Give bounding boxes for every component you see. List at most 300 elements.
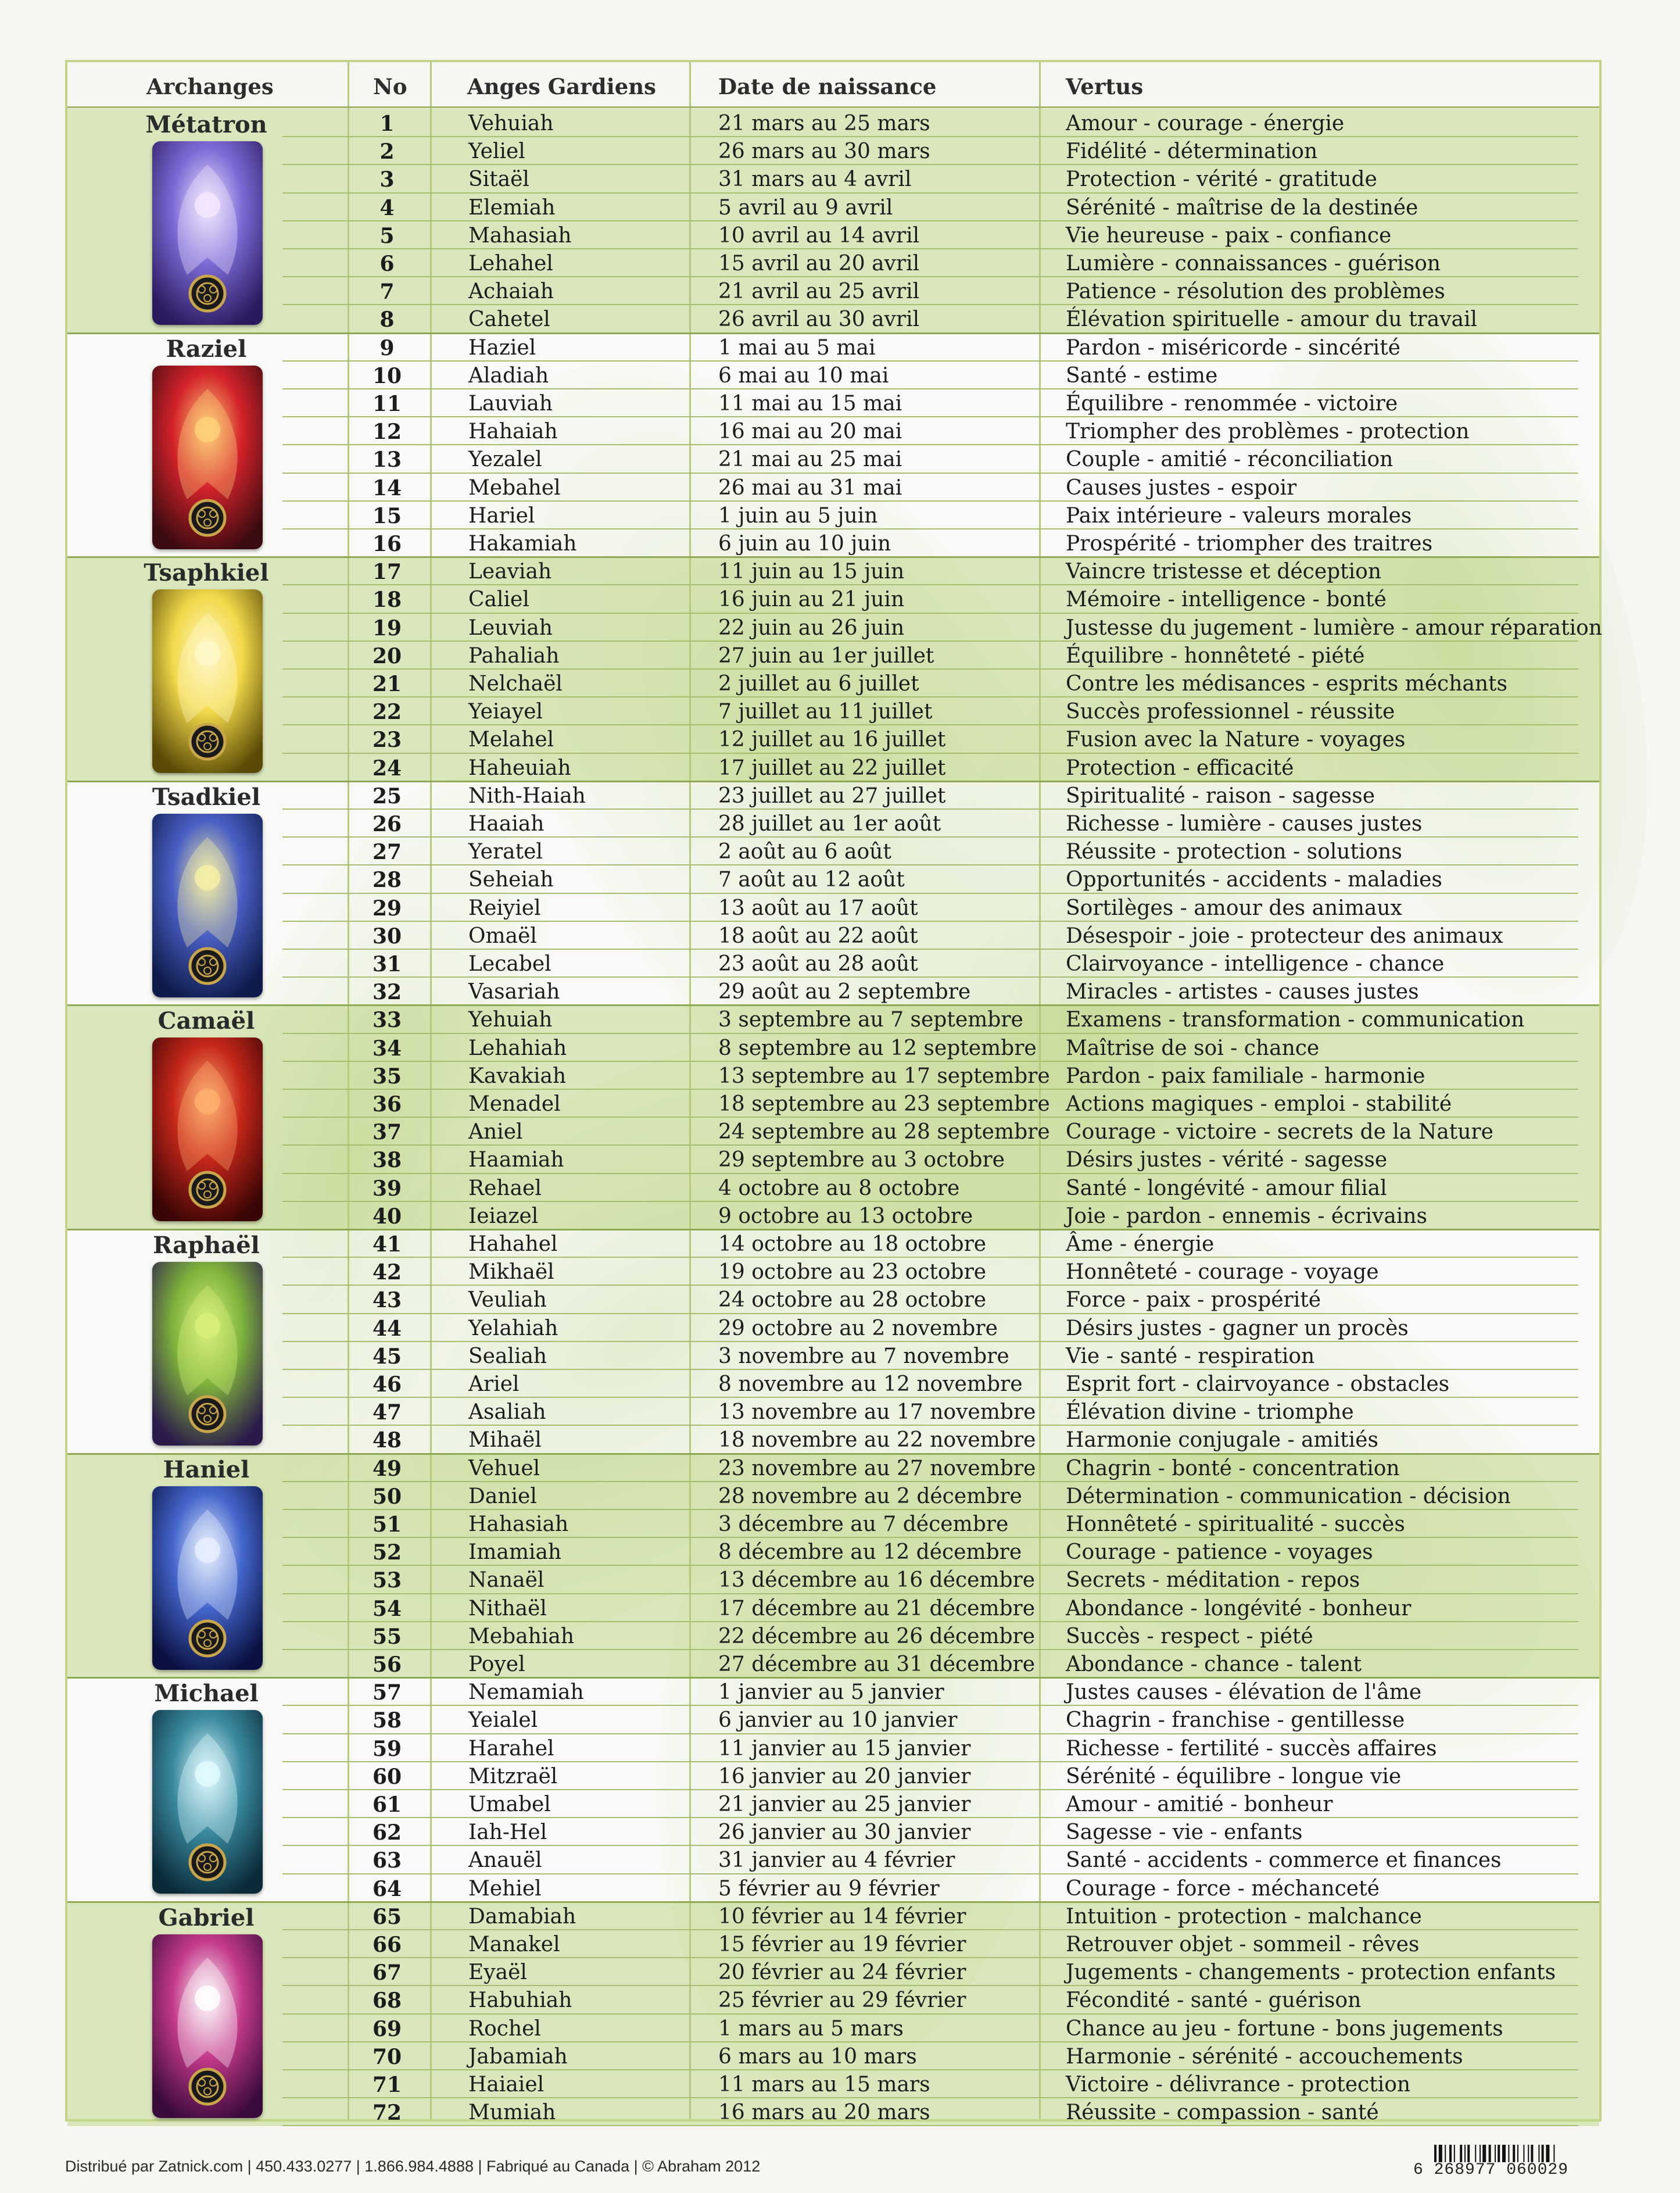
angel-name: Cahetel — [468, 307, 550, 332]
table-row — [67, 1482, 1599, 1509]
table-row — [67, 641, 1599, 669]
angel-number: 17 — [372, 560, 402, 585]
table-row — [67, 1145, 1599, 1173]
table-row — [67, 725, 1599, 753]
angel-name: Imamiah — [468, 1540, 562, 1565]
birth-date-range: 13 décembre au 16 décembre — [718, 1568, 1036, 1593]
table-row — [67, 1734, 1599, 1762]
birth-date-range: 6 janvier au 10 janvier — [718, 1708, 958, 1733]
angel-name: Lehahel — [468, 252, 553, 276]
angel-virtues: Vaincre tristesse et déception — [1066, 560, 1382, 584]
angel-name: Melahel — [468, 728, 554, 752]
angel-number: 31 — [372, 952, 402, 976]
angel-name: Anauël — [468, 1848, 542, 1873]
birth-date-range: 23 août au 28 août — [718, 952, 918, 976]
angel-number: 44 — [372, 1316, 402, 1341]
table-row — [67, 164, 1599, 192]
angel-number: 4 — [379, 195, 395, 220]
archange-name: Gabriel — [158, 1904, 255, 1931]
angel-name: Harahel — [468, 1736, 554, 1761]
table-row — [67, 1229, 1599, 1257]
angel-name: Menadel — [468, 1092, 561, 1116]
angel-virtues: Patience - résolution des problèmes — [1066, 280, 1445, 304]
angel-virtues: Santé - longévité - amour filial — [1066, 1176, 1387, 1200]
angel-name: Haziel — [468, 335, 536, 360]
angel-number: 72 — [372, 2101, 402, 2126]
angel-name: Yeialel — [468, 1708, 538, 1733]
birth-date-range: 21 mars au 25 mars — [718, 112, 930, 135]
angel-name: Vehuiah — [468, 112, 554, 135]
angel-number: 57 — [372, 1680, 402, 1705]
table-row — [67, 1958, 1599, 1985]
table-row — [67, 809, 1599, 837]
angel-virtues: Réussite - compassion - santé — [1066, 2101, 1379, 2125]
angel-name: Mitzraël — [468, 1764, 558, 1788]
birth-date-range: 7 août au 12 août — [718, 868, 905, 892]
angel-name: Ieiazel — [468, 1204, 539, 1228]
angel-number: 55 — [372, 1624, 402, 1649]
angel-number: 40 — [372, 1204, 402, 1229]
angel-number: 68 — [372, 1988, 402, 2013]
table-row — [67, 1285, 1599, 1313]
angel-virtues: Justes causes - élévation de l'âme — [1066, 1680, 1422, 1705]
angel-name: Lecabel — [468, 952, 551, 976]
birth-date-range: 8 novembre au 12 novembre — [718, 1372, 1023, 1396]
table-row — [67, 1930, 1599, 1958]
table-row — [67, 501, 1599, 529]
table-row — [67, 417, 1599, 445]
birth-date-range: 18 août au 22 août — [718, 924, 918, 948]
table-row — [67, 753, 1599, 781]
angel-virtues: Chagrin - franchise - gentillesse — [1066, 1708, 1405, 1733]
table-row — [67, 949, 1599, 977]
angel-virtues: Esprit fort - clairvoyance - obstacles — [1066, 1372, 1450, 1396]
table-row — [67, 781, 1599, 809]
angel-number: 36 — [372, 1092, 402, 1117]
birth-date-range: 24 septembre au 28 septembre — [718, 1120, 1050, 1144]
table-row — [67, 1089, 1599, 1117]
angel-number: 41 — [372, 1232, 402, 1257]
angel-name: Reiyiel — [468, 896, 541, 920]
angel-number: 22 — [372, 700, 402, 725]
angel-virtues: Harmonie conjugale - amitiés — [1066, 1428, 1378, 1453]
angel-name: Vehuel — [468, 1456, 540, 1480]
angel-name: Eyaël — [468, 1961, 527, 1985]
angel-name: Achaiah — [468, 280, 554, 304]
barcode-number: 6 268977 060029 — [1413, 2161, 1569, 2179]
angel-virtues: Causes justes - espoir — [1066, 475, 1297, 500]
angel-name: Haheuiah — [468, 756, 571, 780]
angel-number: 6 — [379, 252, 395, 276]
angel-virtues: Jugements - changements - protection enfants — [1066, 1961, 1556, 1985]
angel-name: Kavakiah — [468, 1064, 567, 1088]
footer-credits: Distribué par Zatnick.com | 450.433.0277 | 1.866.984.4888 | Fabriqué au Canada | © Abraham 2012 — [65, 2158, 761, 2175]
table-row — [67, 221, 1599, 249]
angel-virtues: Abondance - chance - talent — [1066, 1652, 1362, 1676]
table-row — [67, 1201, 1599, 1229]
birth-date-range: 5 février au 9 février — [718, 1876, 940, 1901]
angel-name: Hakamiah — [468, 532, 577, 556]
angel-virtues: Richesse - fertilité - succès affaires — [1066, 1736, 1437, 1761]
table-row — [67, 1369, 1599, 1397]
angel-virtues: Courage - force - méchanceté — [1066, 1876, 1380, 1901]
angel-name: Sealiah — [468, 1344, 547, 1368]
angel-virtues: Succès professionnel - réussite — [1066, 700, 1395, 724]
birth-date-range: 11 juin au 15 juin — [718, 560, 905, 584]
angel-name: Nith-Haiah — [468, 784, 586, 808]
birth-date-range: 24 octobre au 28 octobre — [718, 1288, 987, 1312]
table-row — [67, 893, 1599, 921]
angel-virtues: Équilibre - honnêteté - piété — [1066, 643, 1365, 668]
table-row — [67, 473, 1599, 501]
birth-date-range: 17 juillet au 22 juillet — [718, 756, 946, 780]
archange-name: Haniel — [163, 1455, 250, 1483]
angel-number: 28 — [372, 868, 402, 893]
table-row — [67, 2098, 1599, 2126]
table-row — [67, 1705, 1599, 1733]
birth-date-range: 1 janvier au 5 janvier — [718, 1680, 944, 1705]
table-row — [67, 1622, 1599, 1650]
angel-name: Nemamiah — [468, 1680, 584, 1705]
angel-virtues: Actions magiques - emploi - stabilité — [1066, 1092, 1452, 1116]
angel-number: 5 — [379, 223, 395, 248]
birth-date-range: 6 mars au 10 mars — [718, 2044, 917, 2069]
angel-number: 3 — [379, 167, 395, 192]
table-row — [67, 1818, 1599, 1845]
angel-virtues: Force - paix - prospérité — [1066, 1288, 1321, 1312]
angel-number: 38 — [372, 1148, 402, 1173]
angel-virtues: Retrouver objet - sommeil - rêves — [1066, 1933, 1420, 1956]
angel-name: Asaliah — [468, 1400, 546, 1425]
angel-name: Daniel — [468, 1484, 537, 1508]
birth-date-range: 10 avril au 14 avril — [718, 223, 920, 248]
angel-number: 64 — [372, 1876, 402, 1901]
birth-date-range: 5 avril au 9 avril — [718, 195, 893, 220]
table-row — [67, 1845, 1599, 1873]
birth-date-range: 1 mai au 5 mai — [718, 335, 876, 360]
birth-date-range: 29 septembre au 3 octobre — [718, 1148, 1005, 1172]
birth-date-range: 23 juillet au 27 juillet — [718, 784, 946, 808]
table-row — [67, 977, 1599, 1005]
table-row — [67, 1509, 1599, 1537]
angel-name: Yelahiah — [468, 1316, 558, 1340]
angel-name: Sitaël — [468, 167, 529, 192]
archange-name: Raziel — [166, 335, 247, 363]
angel-name: Damabiah — [468, 1904, 576, 1929]
birth-date-range: 21 janvier au 25 janvier — [718, 1793, 971, 1816]
angel-virtues: Miracles - artistes - causes justes — [1066, 980, 1419, 1004]
birth-date-range: 8 décembre au 12 décembre — [718, 1540, 1022, 1565]
birth-date-range: 4 octobre au 8 octobre — [718, 1176, 960, 1200]
angel-name: Lauviah — [468, 392, 553, 416]
birth-date-range: 2 août au 6 août — [718, 840, 891, 864]
table-row — [67, 613, 1602, 641]
angel-number: 29 — [372, 896, 402, 921]
angel-virtues: Élévation spirituelle - amour du travail — [1066, 307, 1478, 332]
angel-virtues: Triompher des problèmes - protection — [1066, 420, 1470, 444]
angel-number: 23 — [372, 728, 402, 753]
angel-number: 56 — [372, 1652, 402, 1677]
angel-number: 47 — [372, 1400, 402, 1425]
angel-name: Mihaël — [468, 1428, 542, 1453]
angel-virtues: Équilibre - renommée - victoire — [1066, 392, 1398, 416]
angel-virtues: Succès - respect - piété — [1066, 1624, 1313, 1648]
table-row — [67, 333, 1599, 361]
angel-virtues: Victoire - délivrance - protection — [1066, 2073, 1411, 2097]
angel-number: 18 — [372, 588, 402, 613]
angel-virtues: Secrets - méditation - repos — [1066, 1568, 1360, 1593]
angel-number: 61 — [372, 1793, 402, 1817]
birth-date-range: 9 octobre au 13 octobre — [718, 1204, 973, 1228]
angel-name: Rochel — [468, 2016, 541, 2041]
angel-number: 58 — [372, 1708, 402, 1733]
birth-date-range: 6 mai au 10 mai — [718, 363, 889, 388]
angel-name: Elemiah — [468, 195, 556, 220]
angel-number: 33 — [372, 1008, 402, 1033]
table-row — [67, 921, 1599, 949]
angel-number: 13 — [372, 448, 402, 473]
birth-date-range: 14 octobre au 18 octobre — [718, 1232, 987, 1256]
angel-number: 19 — [372, 616, 402, 641]
angel-virtues: Honnêteté - courage - voyage — [1066, 1260, 1379, 1285]
table-row — [67, 1762, 1599, 1790]
birth-date-range: 11 mars au 15 mars — [718, 2073, 930, 2097]
angel-virtues: Courage - patience - voyages — [1066, 1540, 1373, 1565]
angel-number: 34 — [372, 1036, 402, 1061]
birth-date-range: 16 mars au 20 mars — [718, 2101, 930, 2125]
archange-name: Tsadkiel — [152, 783, 261, 811]
angel-number: 51 — [372, 1512, 402, 1537]
angel-number: 25 — [372, 784, 402, 808]
birth-date-range: 22 décembre au 26 décembre — [718, 1624, 1036, 1648]
angel-number: 30 — [372, 924, 402, 949]
birth-date-range: 2 juillet au 6 juillet — [718, 672, 919, 696]
angel-number: 49 — [372, 1456, 402, 1481]
table-header — [67, 62, 1599, 108]
table-row — [67, 585, 1599, 613]
header-anges: Anges Gardiens — [467, 74, 656, 99]
birth-date-range: 26 mars au 30 mars — [718, 139, 930, 164]
angel-virtues: Santé - accidents - commerce et finances — [1066, 1848, 1502, 1873]
angel-virtues: Chagrin - bonté - concentration — [1066, 1456, 1400, 1480]
angel-virtues: Chance au jeu - fortune - bons jugements — [1066, 2016, 1503, 2041]
angel-name: Aniel — [468, 1120, 523, 1144]
archange-name: Michael — [154, 1680, 259, 1708]
angel-name: Hahaiah — [468, 420, 558, 444]
birth-date-range: 15 avril au 20 avril — [718, 252, 920, 276]
header-date: Date de naissance — [718, 74, 937, 99]
angel-virtues: Santé - estime — [1066, 363, 1218, 388]
angel-virtues: Désespoir - joie - protecteur des animaux — [1066, 924, 1503, 948]
birth-date-range: 18 septembre au 23 septembre — [718, 1092, 1050, 1116]
angel-number: 70 — [372, 2044, 402, 2069]
angel-name: Mikhaël — [468, 1260, 554, 1285]
angel-name: Mumiah — [468, 2101, 556, 2125]
table-row — [67, 445, 1599, 473]
angel-number: 42 — [372, 1260, 402, 1285]
angel-number: 59 — [372, 1736, 402, 1761]
angel-number: 37 — [372, 1120, 402, 1145]
angel-virtues: Sagesse - vie - enfants — [1066, 1820, 1303, 1845]
birth-date-range: 19 octobre au 23 octobre — [718, 1260, 987, 1285]
angel-virtues: Pardon - miséricorde - sincérité — [1066, 335, 1400, 360]
angel-virtues: Vie heureuse - paix - confiance — [1066, 223, 1392, 248]
angel-number: 67 — [372, 1961, 402, 1985]
angel-virtues: Sérénité - maîtrise de la destinée — [1066, 195, 1418, 220]
angel-number: 2 — [379, 139, 395, 164]
archange-name: Métatron — [145, 111, 267, 138]
table-row — [67, 1061, 1599, 1089]
angel-name: Mebahiah — [468, 1624, 575, 1648]
birth-date-range: 11 janvier au 15 janvier — [718, 1736, 971, 1761]
angel-virtues: Sérénité - équilibre - longue vie — [1066, 1764, 1402, 1788]
angel-number: 8 — [379, 307, 395, 332]
angel-number: 53 — [372, 1568, 402, 1593]
angel-number: 63 — [372, 1848, 402, 1873]
header-archanges: Archanges — [146, 74, 274, 99]
table-row — [67, 837, 1599, 865]
table-row — [67, 1985, 1599, 2013]
angel-name: Aladiah — [468, 363, 549, 388]
angel-number: 46 — [372, 1372, 402, 1397]
angel-number: 48 — [372, 1428, 402, 1453]
birth-date-range: 21 mai au 25 mai — [718, 448, 902, 472]
table-row — [67, 1594, 1599, 1622]
table-row — [67, 1314, 1599, 1341]
angel-name: Jabamiah — [468, 2044, 568, 2069]
angel-number: 39 — [372, 1176, 402, 1201]
angel-virtues: Clairvoyance - intelligence - chance — [1066, 952, 1445, 976]
angel-name: Pahaliah — [468, 643, 560, 668]
angel-number: 69 — [372, 2016, 402, 2041]
angel-number: 50 — [372, 1484, 402, 1509]
angel-name: Yeiayel — [468, 700, 543, 724]
angel-number: 65 — [372, 1904, 402, 1929]
angel-virtues: Maîtrise de soi - chance — [1066, 1036, 1320, 1060]
angel-virtues: Protection - vérité - gratitude — [1066, 167, 1377, 192]
angel-name: Nithaël — [468, 1596, 547, 1620]
table-row — [67, 1117, 1599, 1145]
table-row — [67, 1005, 1599, 1033]
header-vertus: Vertus — [1066, 74, 1144, 99]
archange-name: Tsaphkiel — [144, 559, 269, 587]
angel-virtues: Contre les médisances - esprits méchants — [1066, 672, 1507, 696]
table-row — [67, 249, 1599, 277]
table-row — [67, 1174, 1599, 1201]
angel-name: Nanaël — [468, 1568, 545, 1593]
birth-date-range: 17 décembre au 21 décembre — [718, 1596, 1036, 1620]
angel-number: 66 — [372, 1933, 402, 1957]
table-row — [67, 361, 1599, 389]
angel-number: 32 — [372, 980, 402, 1005]
angel-number: 10 — [372, 363, 402, 388]
angel-virtues: Examens - transformation - communication — [1066, 1008, 1525, 1032]
angel-name: Hariel — [468, 503, 535, 528]
angel-virtues: Détermination - communication - décision — [1066, 1484, 1511, 1508]
angel-virtues: Élévation divine - triomphe — [1066, 1400, 1354, 1425]
angel-virtues: Courage - victoire - secrets de la Nature — [1066, 1120, 1493, 1144]
birth-date-range: 18 novembre au 22 novembre — [718, 1428, 1036, 1453]
birth-date-range: 13 août au 17 août — [718, 896, 918, 920]
angel-number: 20 — [372, 643, 402, 668]
angel-name: Haaiah — [468, 812, 545, 836]
birth-date-range: 6 juin au 10 juin — [718, 532, 891, 556]
angel-number: 60 — [372, 1764, 402, 1789]
table-row — [67, 1537, 1599, 1565]
angel-virtues: Fusion avec la Nature - voyages — [1066, 728, 1406, 752]
angel-virtues: Désirs justes - gagner un procès — [1066, 1316, 1409, 1340]
birth-date-range: 8 septembre au 12 septembre — [718, 1036, 1037, 1060]
angel-name: Omaël — [468, 924, 537, 948]
angel-virtues: Couple - amitié - réconciliation — [1066, 448, 1394, 472]
birth-date-range: 1 juin au 5 juin — [718, 503, 878, 528]
angel-name: Seheiah — [468, 868, 554, 892]
birth-date-range: 25 février au 29 février — [718, 1988, 966, 2013]
angel-virtues: Amour - amitié - bonheur — [1066, 1793, 1333, 1816]
birth-date-range: 31 janvier au 4 février — [718, 1848, 955, 1873]
table-row — [67, 1902, 1599, 1930]
table-row — [67, 193, 1599, 221]
angel-virtues: Protection - efficacité — [1066, 756, 1294, 780]
birth-date-range: 16 juin au 21 juin — [718, 588, 905, 612]
table-row — [67, 1790, 1599, 1818]
angel-virtues: Fécondité - santé - guérison — [1066, 1988, 1362, 2013]
table-row — [67, 2014, 1599, 2042]
table-row — [67, 2070, 1599, 2098]
table-row — [67, 389, 1599, 417]
angel-number: 54 — [372, 1596, 402, 1621]
birth-date-range: 15 février au 19 février — [718, 1933, 966, 1956]
birth-date-range: 21 avril au 25 avril — [718, 280, 920, 304]
angel-name: Rehael — [468, 1176, 542, 1200]
birth-date-range: 12 juillet au 16 juillet — [718, 728, 946, 752]
angel-virtues: Joie - pardon - ennemis - écrivains — [1066, 1204, 1427, 1228]
birth-date-range: 13 septembre au 17 septembre — [718, 1064, 1050, 1088]
angel-virtues: Amour - courage - énergie — [1066, 112, 1345, 135]
angel-name: Veuliah — [468, 1288, 547, 1312]
birth-date-range: 13 novembre au 17 novembre — [718, 1400, 1036, 1425]
header-no: No — [373, 74, 407, 99]
angel-name: Yehuiah — [468, 1008, 553, 1032]
angel-number: 27 — [372, 840, 402, 865]
table-row — [67, 1677, 1599, 1708]
birth-date-range: 3 novembre au 7 novembre — [718, 1344, 1009, 1368]
angel-virtues: Lumière - connaissances - guérison — [1066, 252, 1441, 276]
birth-date-range: 22 juin au 26 juin — [718, 616, 905, 640]
angel-number: 24 — [372, 756, 402, 781]
table-row — [67, 1565, 1599, 1593]
angel-name: Poyel — [468, 1652, 525, 1676]
angel-number: 7 — [379, 280, 395, 305]
angel-name: Haamiah — [468, 1148, 564, 1172]
archange-name: Camaël — [157, 1007, 255, 1035]
table-row — [67, 1341, 1599, 1369]
angel-name: Mehiel — [468, 1876, 542, 1901]
angel-virtues: Paix intérieure - valeurs morales — [1066, 503, 1412, 528]
angel-number: 43 — [372, 1288, 402, 1313]
angel-virtues: Richesse - lumière - causes justes — [1066, 812, 1423, 836]
table-row — [67, 1033, 1599, 1061]
angel-number: 62 — [372, 1820, 402, 1845]
angel-virtues: Spiritualité - raison - sagesse — [1066, 784, 1375, 808]
birth-date-range: 29 octobre au 2 novembre — [718, 1316, 998, 1340]
birth-date-range: 26 mai au 31 mai — [718, 475, 902, 500]
angel-virtues: Âme - énergie — [1066, 1232, 1215, 1256]
angel-name: Habuhiah — [468, 1988, 572, 2013]
birth-date-range: 28 novembre au 2 décembre — [718, 1484, 1022, 1508]
angel-name: Yeratel — [468, 840, 543, 864]
birth-date-range: 23 novembre au 27 novembre — [718, 1456, 1036, 1480]
